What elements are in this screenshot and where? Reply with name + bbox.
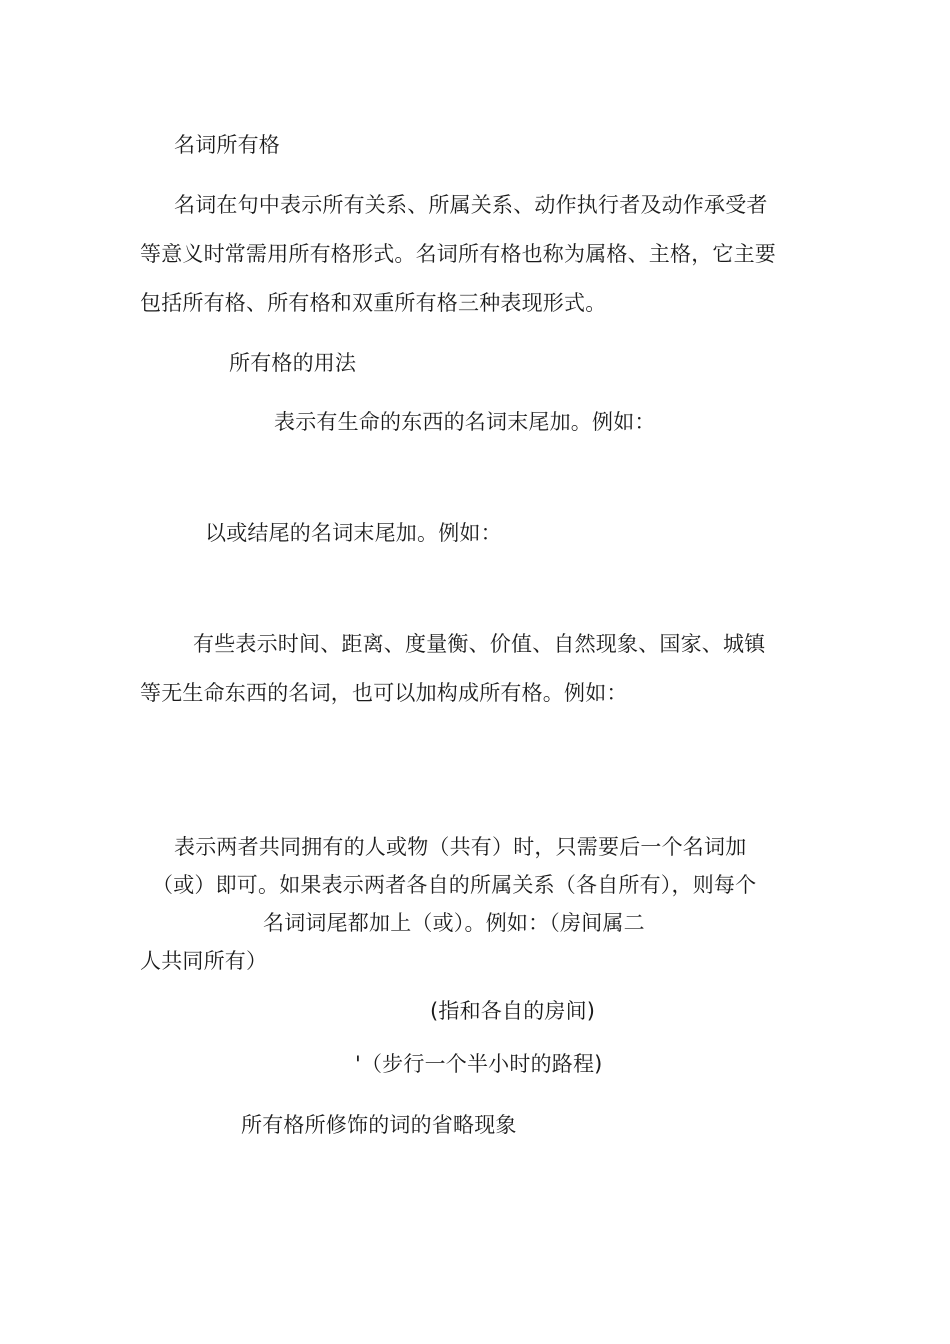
intro-line-3: 包括所有格、所有格和双重所有格三种表现形式。 bbox=[140, 291, 607, 315]
rule-4-line-1: 表示两者共同拥有的人或物（共有）时，只需要后一个名词加 bbox=[174, 835, 747, 859]
rule-4-line-3: 名词词尾都加上（或）。例如：（房间属二 bbox=[263, 911, 645, 935]
rule-2: 以或结尾的名词末尾加。例如： bbox=[205, 521, 502, 545]
rule-3-line-1: 有些表示时间、距离、度量衡、价值、自然现象、国家、城镇 bbox=[193, 632, 766, 656]
usage-heading: 所有格的用法 bbox=[229, 351, 357, 375]
document-title: 名词所有格 bbox=[174, 133, 280, 157]
example-1: (指和各自的房间) bbox=[430, 999, 596, 1023]
rule-3-line-2: 等无生命东西的名词，也可以加构成所有格。例如： bbox=[140, 681, 628, 705]
example-2: '（步行一个半小时的路程) bbox=[355, 1052, 603, 1076]
intro-line-1: 名词在句中表示所有关系、所属关系、动作执行者及动作承受者 bbox=[174, 193, 768, 217]
rule-4-line-4: 人共同所有） bbox=[140, 949, 268, 973]
rule-1: 表示有生命的东西的名词末尾加。例如： bbox=[274, 410, 656, 434]
rule-4-line-2: （或）即可。如果表示两者各自的所属关系（各自所有），则每个 bbox=[152, 873, 757, 897]
omission-heading: 所有格所修饰的词的省略现象 bbox=[241, 1113, 517, 1137]
intro-line-2: 等意义时常需用所有格形式。名词所有格也称为属格、主格，它主要 bbox=[140, 242, 776, 266]
